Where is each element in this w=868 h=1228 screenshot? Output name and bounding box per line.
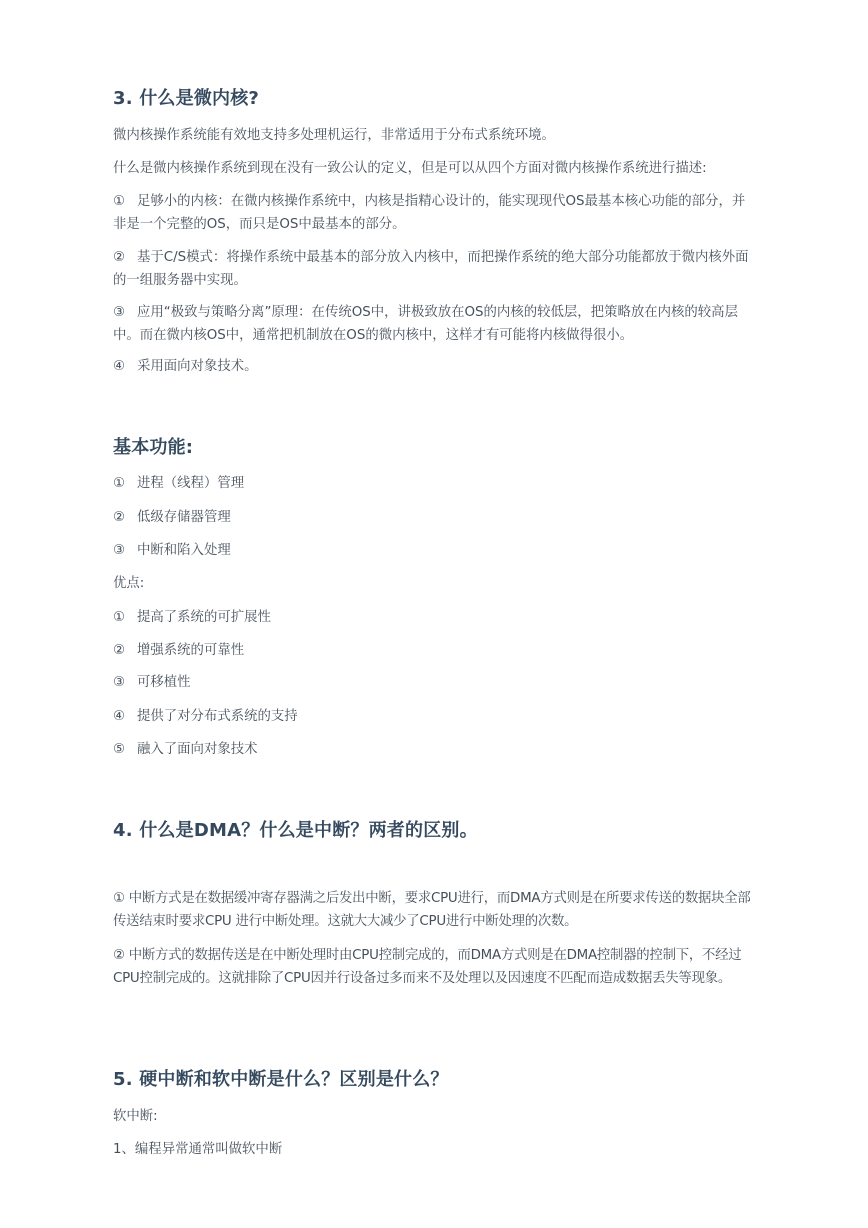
item-marker: ① xyxy=(113,194,126,209)
item-marker: ⑤ xyxy=(113,742,126,757)
section-5-heading: 5. 硬中断和软中断是什么？区别是什么？ xyxy=(113,1069,449,1090)
item-marker: ② xyxy=(113,250,126,265)
item-text: 提高了系统的可扩展性 xyxy=(137,610,271,625)
item-text: 可移植性 xyxy=(137,675,191,690)
basic-functions-heading: 基本功能: xyxy=(113,437,194,458)
advantage-item-1 xyxy=(113,606,758,629)
item-text: 中断和陷入处理 xyxy=(137,543,231,558)
item-text: 应用“极致与策略分离”原理：在传统OS中，讲极致放在OS的内核的较低层，把策略放在内核的较高层中。而在微内核OS中，通常把机制放在OS的微内核中，这样才有可能将内核做得很小。 xyxy=(113,305,738,343)
item-marker: ② xyxy=(113,643,126,658)
item-marker: ③ xyxy=(113,675,126,690)
item-text: 提供了对分布式系统的支持 xyxy=(137,709,298,724)
advantage-item-2 xyxy=(113,639,758,662)
item-marker: ③ xyxy=(113,543,126,558)
item-text: 进程（线程）管理 xyxy=(137,476,245,491)
soft-interrupt-item-1: 1、编程异常通常叫做软中断 xyxy=(113,1142,283,1157)
section-3-intro-2: 什么是微内核操作系统到现在没有一致公认的定义，但是可以从四个方面对微内核操作系统进行描述: xyxy=(113,161,707,176)
item-text: 融入了面向对象技术 xyxy=(137,742,258,757)
section-4-paragraph-2: ② 中断方式的数据传送是在中断处理时由CPU控制完成的，而DMA方式则是在DMA控制器的控制下，不经过CPU控制完成的。这就排除了CPU因并行设备过多而来不及处理以及因速度不匹配而造成数据丢失等现象。 xyxy=(113,948,742,986)
microkernel-item-2 xyxy=(113,246,758,292)
microkernel-item-1 xyxy=(113,190,758,236)
item-text: 基于C/S模式：将操作系统中最基本的部分放入内核中，而把操作系统的绝大部分功能都放于微内核外面的一组服务器中实现。 xyxy=(113,250,749,288)
item-text: 采用面向对象技术。 xyxy=(137,359,258,374)
microkernel-item-3 xyxy=(113,301,758,347)
basic-function-item-3 xyxy=(113,539,758,562)
microkernel-item-4 xyxy=(113,355,758,378)
basic-function-item-1 xyxy=(113,472,758,495)
item-text: 低级存储器管理 xyxy=(137,510,231,525)
advantage-item-3 xyxy=(113,671,758,694)
item-marker: ④ xyxy=(113,709,126,724)
section-3-intro-1: 微内核操作系统能有效地支持多处理机运行，非常适用于分布式系统环境。 xyxy=(113,128,555,143)
advantage-item-4 xyxy=(113,705,758,728)
item-text: 增强系统的可靠性 xyxy=(137,643,245,658)
section-4-heading: 4. 什么是DMA？什么是中断？两者的区别。 xyxy=(113,820,478,841)
basic-function-item-2 xyxy=(113,506,758,529)
soft-interrupt-label: 软中断: xyxy=(113,1109,158,1124)
item-marker: ④ xyxy=(113,359,126,374)
item-text: 足够小的内核：在微内核操作系统中，内核是指精心设计的，能实现现代OS最基本核心功能的部分，并非是一个完整的OS，而只是OS中最基本的部分。 xyxy=(113,194,746,232)
item-marker: ② xyxy=(113,510,126,525)
advantages-label: 优点: xyxy=(113,576,145,591)
item-marker: ① xyxy=(113,610,126,625)
advantage-item-5 xyxy=(113,738,758,761)
item-marker: ① xyxy=(113,476,126,491)
section-3-heading: 3. 什么是微内核? xyxy=(113,88,260,109)
section-4-paragraph-1: ① 中断方式是在数据缓冲寄存器满之后发出中断，要求CPU进行，而DMA方式则是在所要求传送的数据块全部传送结束时要求CPU 进行中断处理。这就大大减少了CPU进行中断处理的次数。 xyxy=(113,891,751,929)
item-marker: ③ xyxy=(113,305,126,320)
